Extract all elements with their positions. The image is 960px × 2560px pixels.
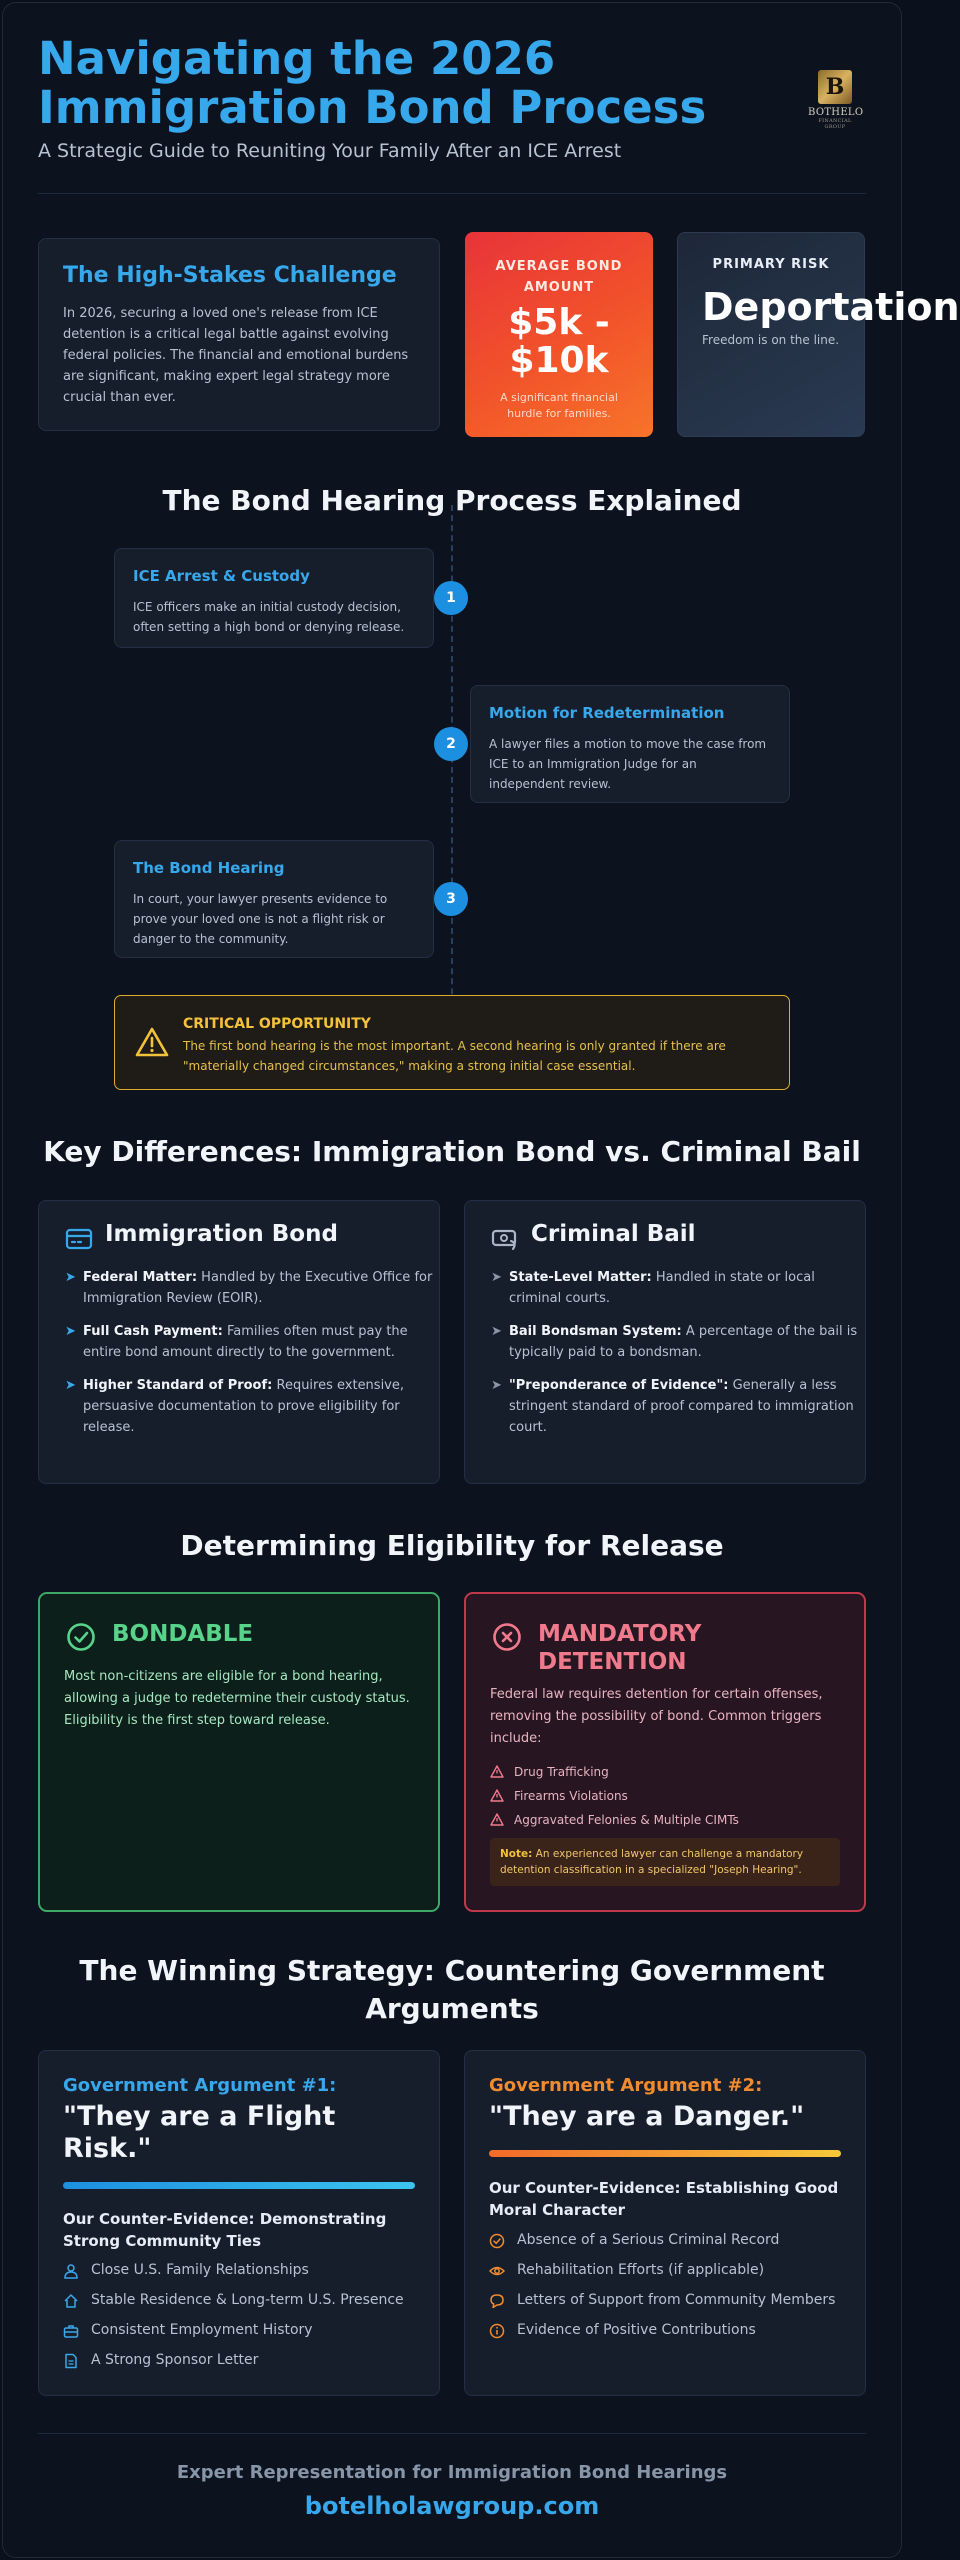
- warning-icon: [490, 1813, 504, 1826]
- argument-card-2: [464, 2050, 866, 2396]
- step-title: Motion for Redetermination: [489, 704, 725, 722]
- bondable-card: [38, 1592, 440, 1912]
- criminal-bail-list: [491, 1267, 863, 1450]
- list-item: Evidence of Positive Contributions: [489, 2315, 835, 2345]
- arrow-icon: ➤: [491, 1324, 502, 1339]
- challenge-title: The High-Stakes Challenge: [63, 263, 397, 288]
- immigration-bond-card: [38, 1200, 440, 1484]
- warning-icon: [490, 1765, 504, 1778]
- argument-label: Government Argument #2:: [489, 2075, 763, 2096]
- critical-title: CRITICAL OPPORTUNITY: [183, 1016, 371, 1032]
- step-body: In court, your lawyer presents evidence to prove your loved one is not a flight risk or danger to the community.: [133, 892, 388, 946]
- mandatory-triggers-list: [490, 1760, 739, 1832]
- list-item: Drug Trafficking: [490, 1760, 739, 1784]
- footer-divider: [38, 2433, 866, 2434]
- list-item: Close U.S. Family Relationships: [63, 2255, 404, 2285]
- arrow-icon: ➤: [491, 1378, 502, 1393]
- page-title: Navigating the 2026 Immigration Bond Process: [38, 32, 707, 134]
- argument-quote: "They are a Danger.": [489, 2101, 805, 2132]
- step-number-2: 2: [434, 727, 468, 761]
- eligibility-title: Determining Eligibility for Release: [180, 1529, 724, 1562]
- step-card-1: [114, 548, 434, 648]
- list-item: Rehabilitation Efforts (if applicable): [489, 2255, 835, 2285]
- x-circle-icon: [492, 1622, 522, 1652]
- critical-opportunity-callout: [114, 995, 790, 1090]
- logo-subtitle: FINANCIAL GROUP: [818, 118, 852, 130]
- list-item: Absence of a Serious Criminal Record: [489, 2225, 835, 2255]
- bond-amount-card: [465, 232, 653, 437]
- bond-amount-label: AVERAGE BOND AMOUNT: [495, 259, 623, 295]
- primary-risk-value: Deportation: [702, 285, 960, 329]
- bond-amount-value: $5k - $10k: [508, 302, 610, 381]
- warning-icon: [490, 1789, 504, 1802]
- step-title: The Bond Hearing: [133, 859, 285, 877]
- bondable-title: BONDABLE: [112, 1621, 254, 1647]
- logo-name: BOTHELO: [808, 107, 864, 118]
- chat-icon: [489, 2293, 505, 2309]
- list-item: ➤ Federal Matter: Handled by the Executive Office for Immigration Review (EOIR).: [65, 1267, 437, 1309]
- critical-body: The first bond hearing is the most important. A second hearing is only granted if there are "materially changed circumstances," making a strong initial case essential.: [183, 1039, 726, 1073]
- mandatory-detention-card: [464, 1592, 866, 1912]
- bond-amount-note: A significant financial hurdle for families.: [500, 391, 618, 420]
- arrow-icon: ➤: [65, 1378, 76, 1393]
- list-item: Letters of Support from Community Members: [489, 2285, 835, 2315]
- logo-mark: B: [818, 70, 852, 104]
- counter-evidence-list: [489, 2225, 835, 2345]
- list-item: Aggravated Felonies & Multiple CIMTs: [490, 1808, 739, 1832]
- strategy-title: The Winning Strategy: Countering Government Arguments: [79, 1954, 825, 2025]
- counter-evidence-title: Our Counter-Evidence: Establishing Good Moral Character: [489, 2179, 839, 2219]
- challenge-card: [38, 238, 440, 431]
- argument-card-1: [38, 2050, 440, 2396]
- document-icon: [63, 2353, 79, 2369]
- list-item: ➤ Higher Standard of Proof: Requires extensive, persuasive documentation to prove eligibility for release.: [65, 1375, 437, 1438]
- counter-evidence-list: [63, 2255, 404, 2375]
- cash-icon: [491, 1227, 519, 1251]
- process-title: The Bond Hearing Process Explained: [162, 484, 742, 517]
- step-body: A lawyer files a motion to move the case from ICE to an Immigration Judge for an independent review.: [489, 737, 767, 791]
- briefcase-icon: [63, 2323, 79, 2339]
- info-icon: [489, 2323, 505, 2339]
- list-item: ➤ Bail Bondsman System: A percentage of the bail is typically paid to a bondsman.: [491, 1321, 863, 1363]
- step-card-3: [114, 840, 434, 958]
- arrow-icon: ➤: [491, 1270, 502, 1285]
- check-circle-icon: [66, 1622, 96, 1652]
- step-number-3: 3: [434, 882, 468, 916]
- logo: [808, 70, 862, 130]
- accent-bar: [489, 2150, 841, 2157]
- step-body: ICE officers make an initial custody decision, often setting a high bond or denying release.: [133, 600, 405, 634]
- list-item: Stable Residence & Long-term U.S. Presence: [63, 2285, 404, 2315]
- eye-icon: [489, 2263, 505, 2279]
- argument-label: Government Argument #1:: [63, 2075, 337, 2096]
- mandatory-body: Federal law requires detention for certain offenses, removing the possibility of bond. Common triggers include:: [490, 1687, 823, 1746]
- bondable-body: Most non-citizens are eligible for a bond hearing, allowing a judge to redetermine their custody status. Eligibility is the first step toward release.: [64, 1669, 410, 1728]
- arrow-icon: ➤: [65, 1324, 76, 1339]
- check-circle-icon: [489, 2233, 505, 2249]
- immigration-bond-list: [65, 1267, 437, 1450]
- primary-risk-label: PRIMARY RISK: [712, 257, 830, 272]
- list-item: ➤ "Preponderance of Evidence": Generally a less stringent standard of proof compared to immigration court.: [491, 1375, 863, 1438]
- primary-risk-note: Freedom is on the line.: [702, 333, 840, 347]
- header-divider: [38, 193, 866, 194]
- list-item: ➤ State-Level Matter: Handled in state or local criminal courts.: [491, 1267, 863, 1309]
- immigration-bond-title: Immigration Bond: [105, 1221, 338, 1247]
- home-icon: [63, 2293, 79, 2309]
- argument-quote: "They are a Flight Risk.": [63, 2101, 336, 2164]
- mandatory-title: MANDATORY DETENTION: [538, 1621, 702, 1675]
- warning-icon: [135, 1026, 169, 1058]
- primary-risk-card: [677, 232, 960, 437]
- list-item: Firearms Violations: [490, 1784, 739, 1808]
- accent-bar: [63, 2182, 415, 2189]
- step-title: ICE Arrest & Custody: [133, 567, 310, 585]
- list-item: ➤ Full Cash Payment: Families often must pay the entire bond amount directly to the government.: [65, 1321, 437, 1363]
- counter-evidence-title: Our Counter-Evidence: Demonstrating Strong Community Ties: [63, 2210, 387, 2250]
- challenge-body: In 2026, securing a loved one's release from ICE detention is a critical legal battle against evolving federal policies. The financial and emotional burdens are significant, making expert legal strategy more crucial than ever.: [63, 306, 409, 405]
- family-icon: [63, 2263, 79, 2279]
- card-icon: [65, 1227, 93, 1251]
- footer-url-link[interactable]: botelholawgroup.com: [304, 2492, 600, 2520]
- footer-tagline: Expert Representation for Immigration Bond Hearings: [176, 2462, 728, 2483]
- criminal-bail-title: Criminal Bail: [531, 1221, 696, 1247]
- list-item: Consistent Employment History: [63, 2315, 404, 2345]
- criminal-bail-card: [464, 1200, 866, 1484]
- list-item: A Strong Sponsor Letter: [63, 2345, 404, 2375]
- step-number-1: 1: [434, 581, 468, 615]
- step-card-2: [470, 685, 790, 803]
- differences-title: Key Differences: Immigration Bond vs. Criminal Bail: [43, 1135, 861, 1168]
- arrow-icon: ➤: [65, 1270, 76, 1285]
- page-subtitle: A Strategic Guide to Reuniting Your Family After an ICE Arrest: [38, 140, 622, 162]
- mandatory-note: Note: An experienced lawyer can challenge a mandatory detention classification in a specialized "Joseph Hearing".: [490, 1838, 840, 1886]
